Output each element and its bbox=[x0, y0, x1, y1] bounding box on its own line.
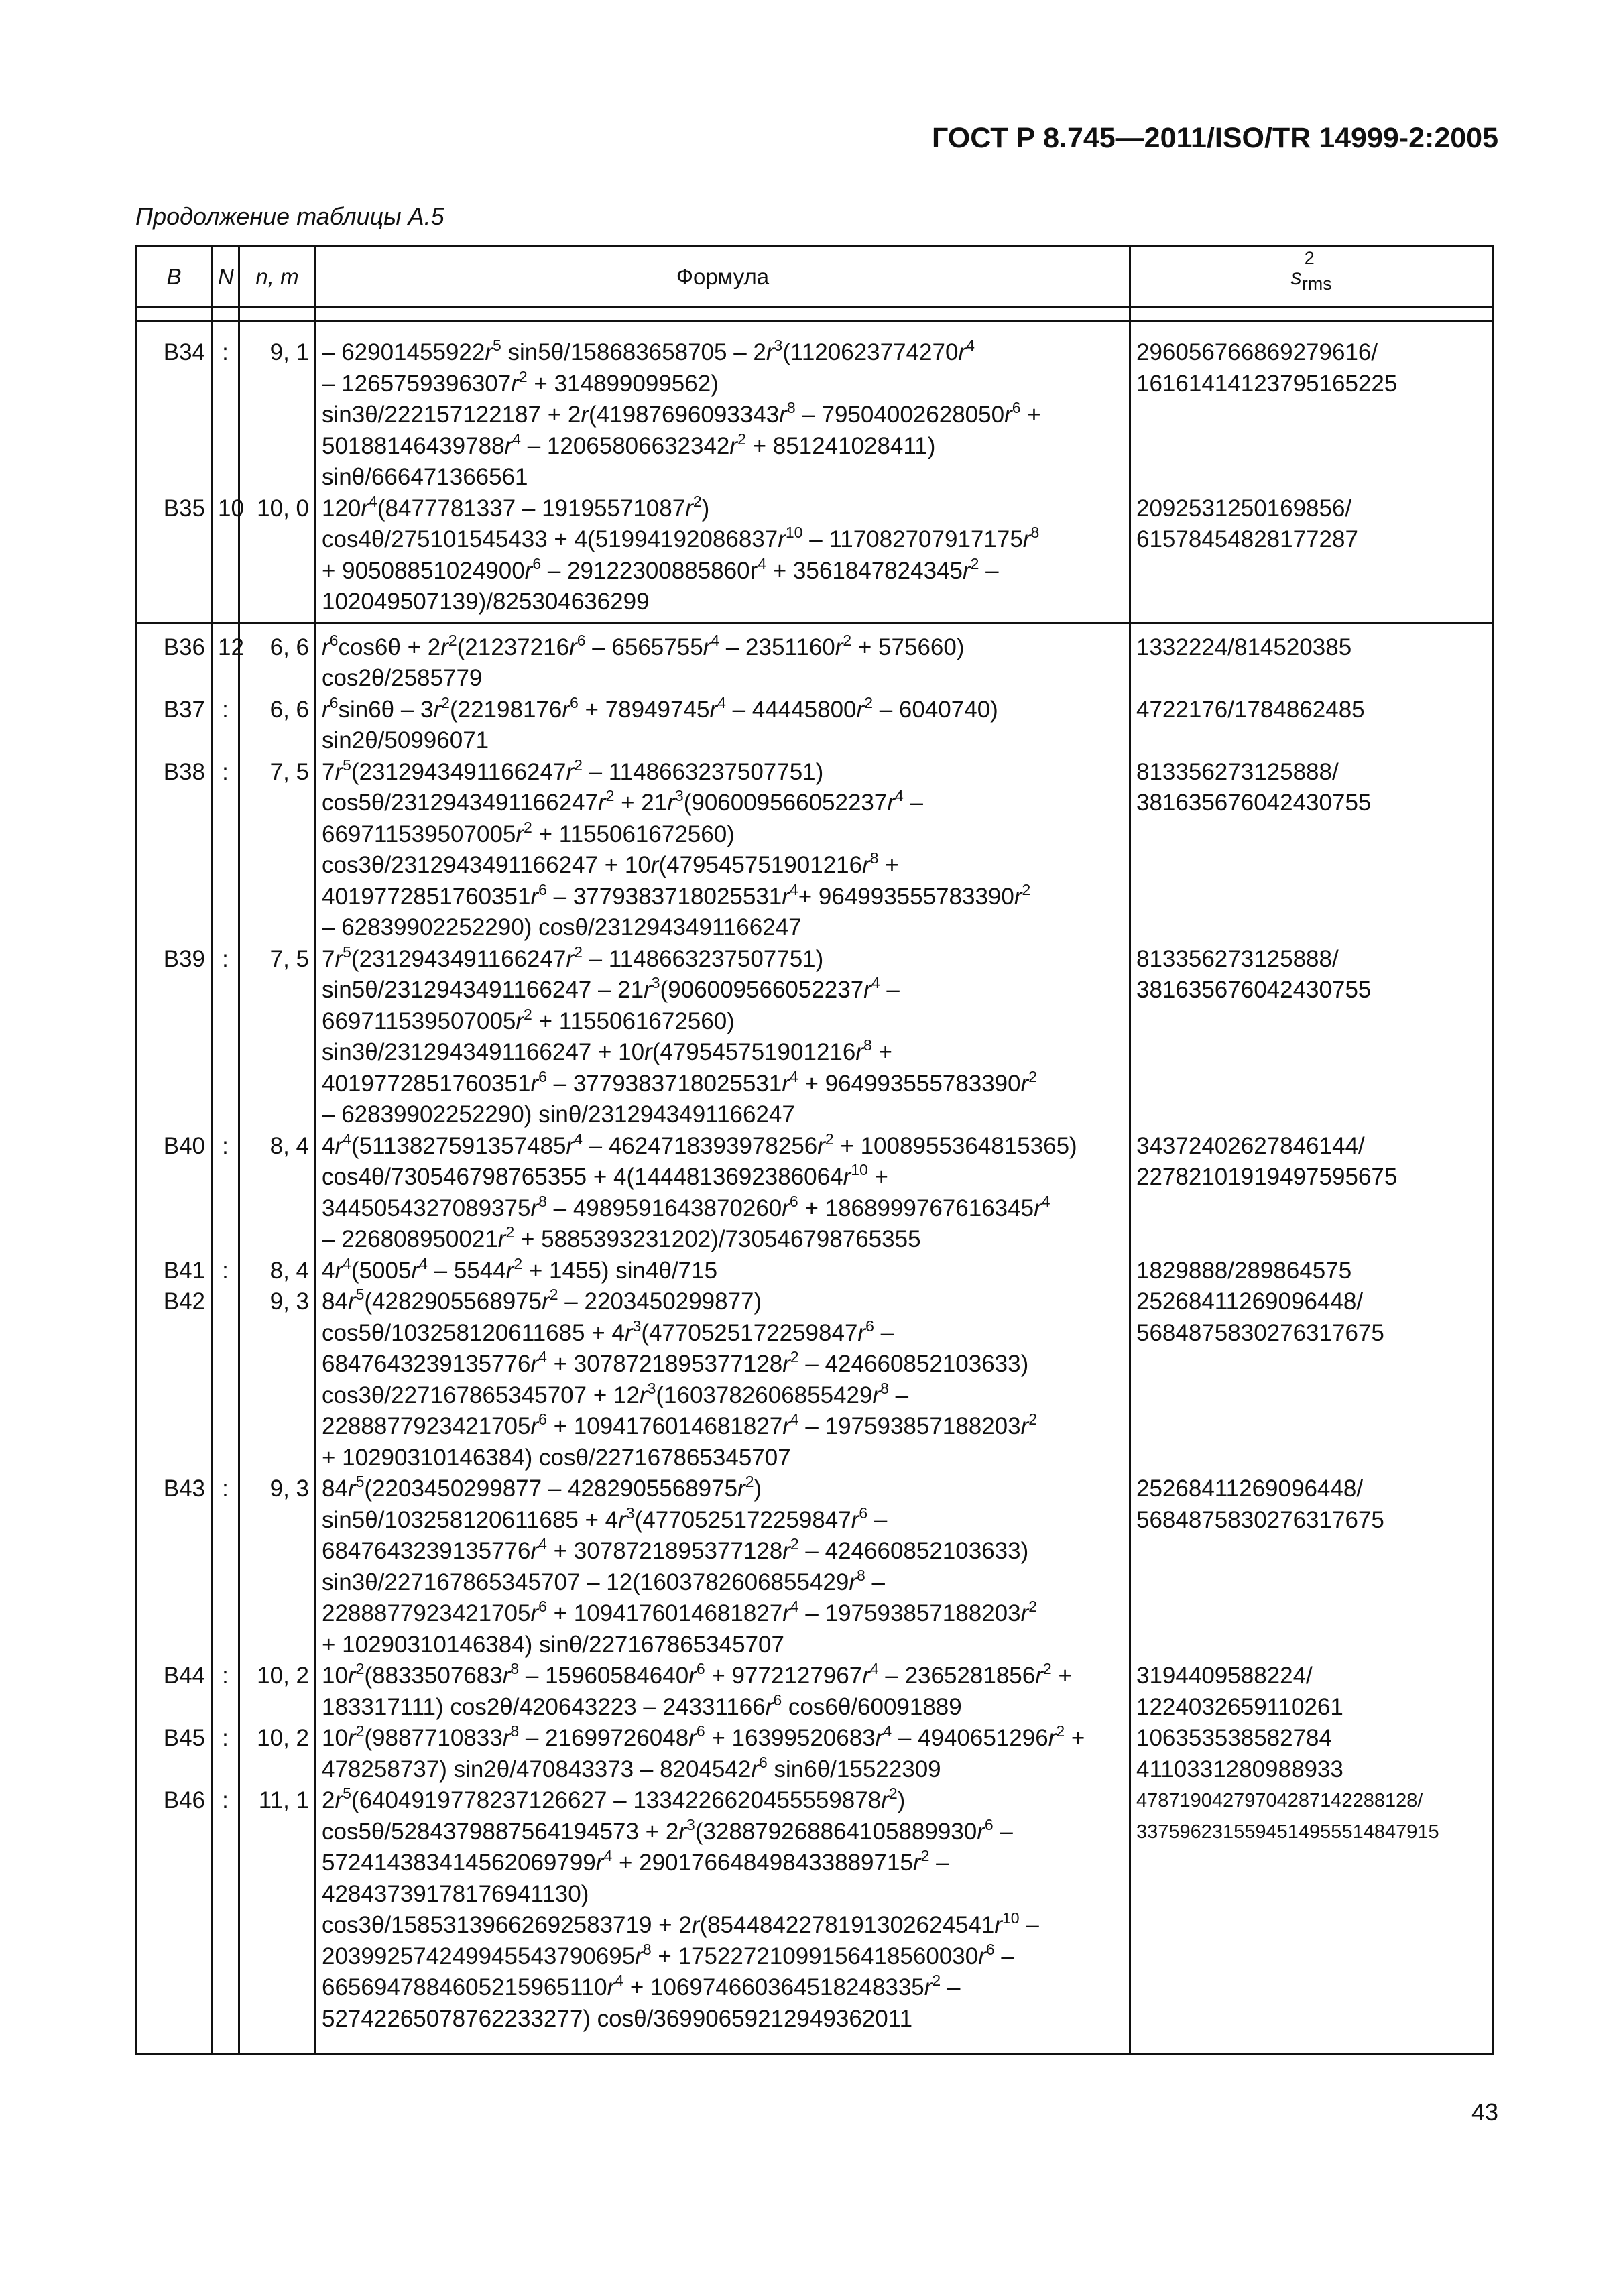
cell-srms bbox=[1130, 1286, 1493, 1473]
formula-line: $2r^5(6404919778237126627 - 1334226620455559878r^2)$ bbox=[322, 1785, 906, 1813]
formula-line: cos2θ/2585779 bbox=[322, 665, 483, 691]
formula-line: $2288877923421705r^6 + 1094176014681827r^4 - 197593857188203r^2$ bbox=[322, 1597, 1038, 1626]
col-header-formula: Формула bbox=[316, 247, 1130, 308]
formula-line: 52742265078762233277) cosθ/36990659212949362011 bbox=[322, 2005, 913, 2032]
cell-b: B41 bbox=[137, 1256, 212, 1287]
cell-nm: 8, 4 bbox=[239, 1256, 316, 1287]
formula-line: $4019772851760351r^6 - 3779383718025531r^4+ 964993555783390r^2$ bbox=[322, 880, 1031, 910]
col-header-n: N bbox=[212, 247, 239, 308]
table-row bbox=[137, 623, 1493, 694]
cell-b: B35 bbox=[137, 493, 212, 623]
table-row bbox=[137, 1660, 1493, 1723]
formula-line: $r^6\cos 6\theta + 2r^2(21237216r^6 - 6565755r^4 - 2351160r^2 + 575660)$ bbox=[322, 631, 965, 660]
cell-nm: 7, 5 bbox=[239, 944, 316, 1131]
cell-n: : bbox=[212, 694, 239, 757]
formula-line: – $226808950021r^2 + 5885393231202)/730546798765355$ bbox=[322, 1223, 921, 1252]
formula-line: $6656947884605215965110r^4 + 106974660364518248335r^2$ – bbox=[322, 1972, 961, 2000]
formula-line: – $1265759396307r^2 + 314899099562$) bbox=[322, 367, 719, 397]
srms-symbol: s 2 $_{rms}$ bbox=[1290, 247, 1332, 294]
formula-line: + 10290310146384) cosθ/227167865345707 bbox=[322, 1444, 791, 1471]
cell-srms bbox=[1130, 322, 1493, 493]
formula-line: $669711539507005r^2 + 1155061672560$) bbox=[322, 1005, 735, 1034]
cell-n: : bbox=[212, 757, 239, 944]
table-row bbox=[137, 1723, 1493, 1785]
formula-line: $572414383414562069799r^4 + 290176648498433889715r^2$ – bbox=[322, 1847, 949, 1876]
cell-nm: 8, 4 bbox=[239, 1131, 316, 1256]
cell-n: 10 bbox=[212, 493, 239, 623]
cell-srms bbox=[1130, 944, 1493, 1131]
formula-line: $\cos 5\theta/2312943491166247r^2 + 21r^3(906009566052237r^4$ – bbox=[322, 787, 923, 816]
table-row bbox=[137, 757, 1493, 944]
cell-formula bbox=[316, 1286, 1130, 1473]
table-row bbox=[137, 944, 1493, 1131]
cell-formula bbox=[316, 1256, 1130, 1287]
srms-value-line: 4110331280988933 bbox=[1136, 1756, 1343, 1783]
srms-value-line: 34372402627846144/ bbox=[1136, 1132, 1365, 1159]
formula-line: $10r^2(8833507683r^8 - 15960584640r^6 + 9772127967r^4 - 2365281856r^2$ + bbox=[322, 1660, 1072, 1689]
formula-line: $4r^4(5005r^4 - 5544r^2 + 1455)$ sin4θ/715 bbox=[322, 1254, 718, 1284]
srms-value-line: 4722176/1784862485 bbox=[1136, 696, 1365, 723]
formula-line: $2288877923421705r^6 + 1094176014681827r^4 - 197593857188203r^2$ bbox=[322, 1410, 1038, 1439]
col-header-b: B bbox=[137, 247, 212, 308]
srms-value-line: 5684875830276317675 bbox=[1136, 1506, 1384, 1533]
formula-line: $\cos 3\theta/15853139662692583719 + 2r(8544842278191302624541r^{10}$ – bbox=[322, 1909, 1039, 1938]
formula-line: $6847643239135776r^4 + 3078721895377128r^2 - 424660852103633$) bbox=[322, 1348, 1029, 1377]
cell-nm: 9, 3 bbox=[239, 1473, 316, 1660]
srms-value-line: 3375962315594514955514847915 bbox=[1136, 1821, 1439, 1843]
formula-line: $\sin 3\theta/2312943491166247 + 10r(479545751901216r^8$ + bbox=[322, 1036, 892, 1065]
cell-b: B44 bbox=[137, 1660, 212, 1723]
cell-n: : bbox=[212, 944, 239, 1131]
cell-b: B42 bbox=[137, 1286, 212, 1473]
table-caption: Продолжение таблицы А.5 bbox=[135, 202, 444, 230]
formula-line: 478258737) $\sin 2\theta/470843373 - 8204542r^6$ sin6θ/15522309 bbox=[322, 1753, 941, 1783]
table-row bbox=[137, 1286, 1493, 1473]
srms-value-line: 1332224/814520385 bbox=[1136, 633, 1352, 660]
srms-value-line: 2092531250169856/ bbox=[1136, 495, 1352, 522]
formula-line: $\sin 3\theta/227167865345707 - 12(1603782606855429r^8$ – bbox=[322, 1566, 885, 1595]
srms-value-line: 296056766869279616/ bbox=[1136, 339, 1378, 365]
formula-line: $6847643239135776r^4 + 3078721895377128r^2 - 424660852103633$) bbox=[322, 1535, 1029, 1564]
formula-line: $4019772851760351r^6 - 3779383718025531r^4 + 964993555783390r^2$ bbox=[322, 1067, 1038, 1097]
table-row bbox=[137, 694, 1493, 757]
srms-value-line: 5684875830276317675 bbox=[1136, 1319, 1384, 1346]
cell-srms bbox=[1130, 1785, 1493, 2055]
cell-b: B36 bbox=[137, 623, 212, 694]
cell-n: 12 bbox=[212, 623, 239, 694]
srms-value-line: 3194409588224/ bbox=[1136, 1663, 1313, 1689]
cell-nm: 10, 2 bbox=[239, 1723, 316, 1785]
cell-formula bbox=[316, 623, 1130, 694]
formula-table bbox=[135, 245, 1494, 2055]
cell-srms bbox=[1130, 1131, 1493, 1256]
table-row bbox=[137, 1785, 1493, 2055]
cell-n: : bbox=[212, 1256, 239, 1287]
table-row bbox=[137, 493, 1493, 623]
cell-b: B39 bbox=[137, 944, 212, 1131]
srms-value-line: 47871904279704287142288128/ bbox=[1136, 1790, 1423, 1811]
cell-srms bbox=[1130, 493, 1493, 623]
srms-value-line: 381635676042430755 bbox=[1136, 790, 1372, 816]
cell-nm: 6, 6 bbox=[239, 623, 316, 694]
standard-designation: ГОСТ Р 8.745—2011/ISO/TR 14999-2:2005 bbox=[932, 122, 1498, 154]
cell-n: : bbox=[212, 1785, 239, 2055]
formula-line: 183317111) $\cos 2\theta/420643223 - 24331166r^6$ cos6θ/60091889 bbox=[322, 1691, 962, 1720]
cell-formula bbox=[316, 1723, 1130, 1785]
cell-nm: 7, 5 bbox=[239, 757, 316, 944]
table-row bbox=[137, 322, 1493, 493]
cell-nm: 9, 3 bbox=[239, 1286, 316, 1473]
srms-value-line: 106353538582784 bbox=[1136, 1725, 1332, 1751]
cell-formula bbox=[316, 1660, 1130, 1723]
cell-nm: 11, 1 bbox=[239, 1785, 316, 2055]
page-number: 43 bbox=[1471, 2098, 1498, 2126]
table-row bbox=[137, 1473, 1493, 1660]
formula-line: $7r^5(2312943491166247r^2 - 1148663237507751)$ bbox=[322, 756, 824, 785]
cell-b: B43 bbox=[137, 1473, 212, 1660]
cell-b: B45 bbox=[137, 1723, 212, 1785]
table-header-row bbox=[137, 247, 1493, 308]
cell-n: : bbox=[212, 1131, 239, 1256]
table-row bbox=[137, 1256, 1493, 1287]
cell-b: B37 bbox=[137, 694, 212, 757]
cell-n bbox=[212, 1286, 239, 1473]
cell-n: : bbox=[212, 1660, 239, 1723]
cell-formula bbox=[316, 757, 1130, 944]
cell-nm: 10, 0 bbox=[239, 493, 316, 623]
srms-value-line: 813356273125888/ bbox=[1136, 758, 1339, 785]
cell-formula bbox=[316, 322, 1130, 493]
formula-line: $\cos 3\theta/2312943491166247 + 10r(479545751901216r^8$ + bbox=[322, 849, 899, 878]
cell-srms bbox=[1130, 1660, 1493, 1723]
formula-line: $10r^2(9887710833r^8 - 21699726048r^6 + 16399520683r^4 - 4940651296r^2$ + bbox=[322, 1722, 1085, 1751]
formula-line: $3445054327089375r^8 - 4989591643870260r^6 + 1868999767616345r^4$ bbox=[322, 1192, 1050, 1221]
formula-line: – 62839902252290) sinθ/2312943491166247 bbox=[322, 1101, 795, 1128]
formula-line: $7r^5(2312943491166247r^2 - 1148663237507751)$ bbox=[322, 943, 824, 972]
cell-formula bbox=[316, 1785, 1130, 2055]
cell-b: B38 bbox=[137, 757, 212, 944]
formula-line: $\cos 4\theta/275101545433 + 4(51994192086837r^{10} - 117082707917175r^8$ bbox=[322, 524, 1040, 552]
formula-line: $\cos 5\theta/5284379887564194573 + 2r^3(328879268864105889930r^6$ – bbox=[322, 1815, 1013, 1845]
cell-formula bbox=[316, 1473, 1130, 1660]
formula-line: 102049507139)/825304636299 bbox=[322, 589, 650, 615]
cell-formula bbox=[316, 1131, 1130, 1256]
table-row bbox=[137, 1131, 1493, 1256]
srms-value-line: 25268411269096448/ bbox=[1136, 1475, 1364, 1502]
formula-line: sin2θ/50996071 bbox=[322, 727, 489, 753]
formula-line: + $90508851024900r^6 - 29122300885860r^4 + 3561847824345r^2$ – bbox=[322, 554, 999, 584]
formula-line: 42843739178176941130) bbox=[322, 1880, 589, 1907]
table-group-2 bbox=[137, 623, 1493, 2055]
cell-srms bbox=[1130, 694, 1493, 757]
formula-line: $\sin 5\theta/103258120611685 + 4r^3(4770525172259847r^6$ – bbox=[322, 1504, 888, 1533]
cell-b: B34 bbox=[137, 322, 212, 493]
srms-value-line: 16161414123795165225 bbox=[1136, 370, 1398, 397]
formula-line: $\cos 5\theta/103258120611685 + 4r^3(4770525172259847r^6$ – bbox=[322, 1317, 894, 1346]
col-header-srms bbox=[1130, 247, 1493, 308]
header-separator bbox=[137, 308, 1493, 322]
table-group-1 bbox=[137, 322, 1493, 623]
formula-line: $84r^5(2203450299877 - 4282905568975r^2)$ bbox=[322, 1473, 762, 1502]
cell-nm: 9, 1 bbox=[239, 322, 316, 493]
formula-line: $\cos 3\theta/227167865345707 + 12r^3(1603782606855429r^8$ – bbox=[322, 1379, 909, 1408]
formula-line: $\sin 5\theta/2312943491166247 - 21r^3(906009566052237r^4$ – bbox=[322, 974, 900, 1003]
cell-srms bbox=[1130, 1723, 1493, 1785]
formula-line: $203992574249945543790695r^8 + 17522721099156418560030r^6$ – bbox=[322, 1940, 1014, 1970]
formula-line: + 10290310146384) sinθ/227167865345707 bbox=[322, 1631, 784, 1658]
srms-value-line: 1224032659110261 bbox=[1136, 1693, 1343, 1720]
col-header-nm: n, m bbox=[239, 247, 316, 308]
cell-srms bbox=[1130, 1473, 1493, 1660]
cell-n: : bbox=[212, 322, 239, 493]
srms-value-line: 813356273125888/ bbox=[1136, 945, 1339, 972]
cell-nm: 6, 6 bbox=[239, 694, 316, 757]
cell-formula bbox=[316, 493, 1130, 623]
cell-srms bbox=[1130, 1256, 1493, 1287]
formula-line: sinθ/666471366561 bbox=[322, 464, 528, 490]
cell-b: B46 bbox=[137, 1785, 212, 2055]
formula-line: $669711539507005r^2 + 1155061672560$) bbox=[322, 818, 735, 847]
formula-line: $50188146439788r^4 - 12065806632342r^2 + 851241028411$) bbox=[322, 430, 936, 459]
formula-line: $4r^4(5113827591357485r^4 - 4624718393978256r^2 + 1008955364815365)$ bbox=[322, 1130, 1077, 1159]
srms-value-line: 25268411269096448/ bbox=[1136, 1288, 1364, 1315]
cell-nm: 10, 2 bbox=[239, 1660, 316, 1723]
cell-srms bbox=[1130, 623, 1493, 694]
formula-line: $84r^5(4282905568975r^2 - 2203450299877)$ bbox=[322, 1286, 762, 1315]
formula-line: $\sin 3\theta/222157122187 + 2r(41987696093343r^8 - 79504002628050r^6$ + bbox=[322, 399, 1041, 428]
formula-line: $120r^4(8477781337 - 19195571087r^2)$ bbox=[322, 492, 710, 522]
formula-line: – $62901455922r^5$ $\sin 5\theta/158683658705 - 2r^3(1120623774270r^4$ bbox=[322, 337, 975, 365]
cell-n: : bbox=[212, 1723, 239, 1785]
srms-value-line: 61578454828177287 bbox=[1136, 526, 1358, 552]
cell-srms bbox=[1130, 757, 1493, 944]
formula-line: $r^6\sin 6\theta - 3r^2(22198176r^6 + 78949745r^4 - 44445800r^2 - 6040740)$ bbox=[322, 693, 998, 723]
cell-formula bbox=[316, 944, 1130, 1131]
srms-value-line: 381635676042430755 bbox=[1136, 977, 1372, 1003]
srms-value-line: 1829888/289864575 bbox=[1136, 1257, 1352, 1284]
cell-formula bbox=[316, 694, 1130, 757]
cell-b: B40 bbox=[137, 1131, 212, 1256]
cell-n: : bbox=[212, 1473, 239, 1660]
formula-line: – 62839902252290) cosθ/2312943491166247 bbox=[322, 914, 802, 941]
srms-value-line: 22782101919497595675 bbox=[1136, 1164, 1398, 1190]
formula-line: $\cos 4\theta/730546798765355 + 4(1444813692386064r^{10}$ + bbox=[322, 1161, 888, 1190]
